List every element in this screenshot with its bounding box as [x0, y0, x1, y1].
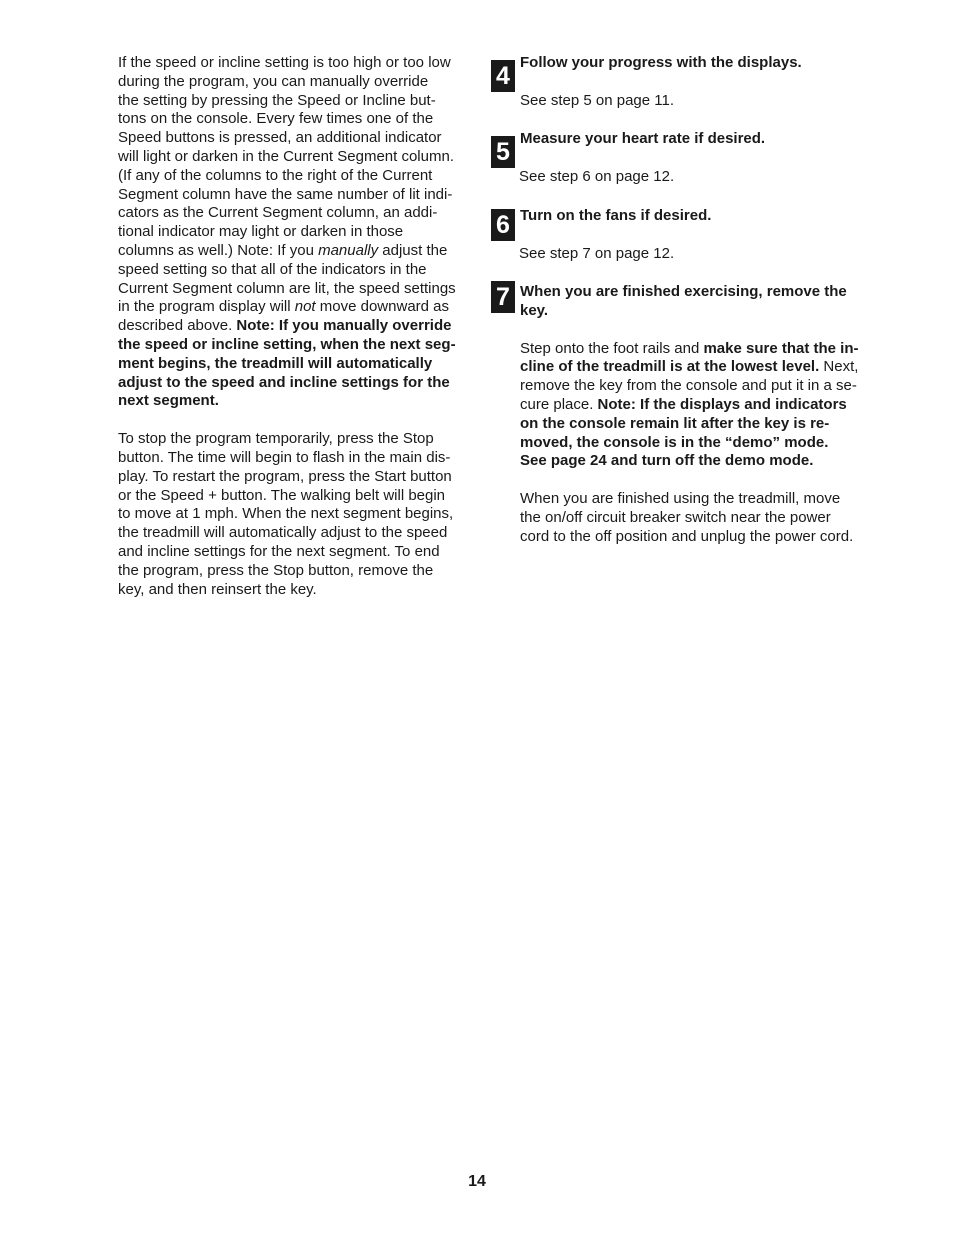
text-run: Next, remove the key from the console and put it in a se- cure place.: [520, 358, 859, 413]
step-body: See step 5 on page 11.: [520, 91, 675, 109]
step-body: See step 6 on page 12.: [519, 167, 675, 185]
text-run: move downward as described above.: [118, 298, 450, 335]
step-title: When you are finished exercising, remove the key.: [520, 283, 847, 319]
step-title: Turn on the fans if desired.: [520, 207, 712, 224]
text-run: Step onto the foot rails and: [520, 339, 704, 357]
step-number-badge: 6: [491, 209, 515, 241]
bold-note: Note: If the displays and indicators on the console remain lit after the key is re- moved, the console is in the “demo” mode. See page 24 and turn off the demo mode.: [520, 395, 847, 470]
page-number: 14: [468, 1173, 486, 1190]
step-title: Measure your heart rate if desired.: [520, 130, 766, 147]
step-7: [491, 283, 871, 547]
step-number-badge: 4: [491, 60, 515, 92]
text-run: adjust the speed setting so that all of the indicators in the Current Segment column are lit, the speed settings in the program display will: [118, 241, 456, 316]
manual-override-paragraph: [118, 54, 470, 411]
step-body-power-off: When you are finished using the treadmill, move the on/off circuit breaker switch near the power cord to the off position and unplug the power cord.: [520, 490, 854, 545]
stop-program-paragraph: To stop the program temporarily, press the Stop button. The time will begin to flash in the main dis- play. To restart the program, press the Start button or the Speed + button. The walking belt will begin to move at 1 mph. When the next segment begins, the treadmill will automatically adjust to the speed and incline settings for the next segment. To end the program, press the Stop button, remove the key, and then reinsert the key.: [118, 430, 454, 598]
bold-note: Note: If you manually override the speed or incline setting, when the next seg- ment begins, the treadmill will automatically adjust to the speed and incline settings for the next segment.: [118, 317, 456, 410]
step-5: [491, 130, 871, 207]
step-body: [520, 340, 871, 472]
bold-text: make sure that the in- cline of the treadmill is at the lowest level.: [520, 339, 859, 376]
step-6: [491, 207, 871, 283]
step-number-badge: 7: [491, 281, 515, 313]
step-body: See step 7 on page 12.: [519, 244, 675, 262]
step-number-badge: 5: [491, 136, 515, 168]
step-4: [491, 54, 871, 130]
step-title: Follow your progress with the displays.: [520, 54, 802, 71]
text-run: If the speed or incline setting is too high or too low during the program, you can manually override the setting by pressing the Speed or Incline but- tons on the console. Every few times one of the Speed buttons is pressed, an additional indicator will light or darken in the Current Segment column. (If any of the columns to the right of the Current Segment column have the same number of lit indi- cators as the Current Segment column, an addi- tional indicator may light or darken in those columns as well.) Note: If you: [118, 54, 454, 259]
emphasis-text: manually: [318, 241, 379, 259]
right-column: [491, 54, 871, 547]
emphasis-text: not: [294, 298, 316, 316]
left-column: [118, 54, 470, 599]
